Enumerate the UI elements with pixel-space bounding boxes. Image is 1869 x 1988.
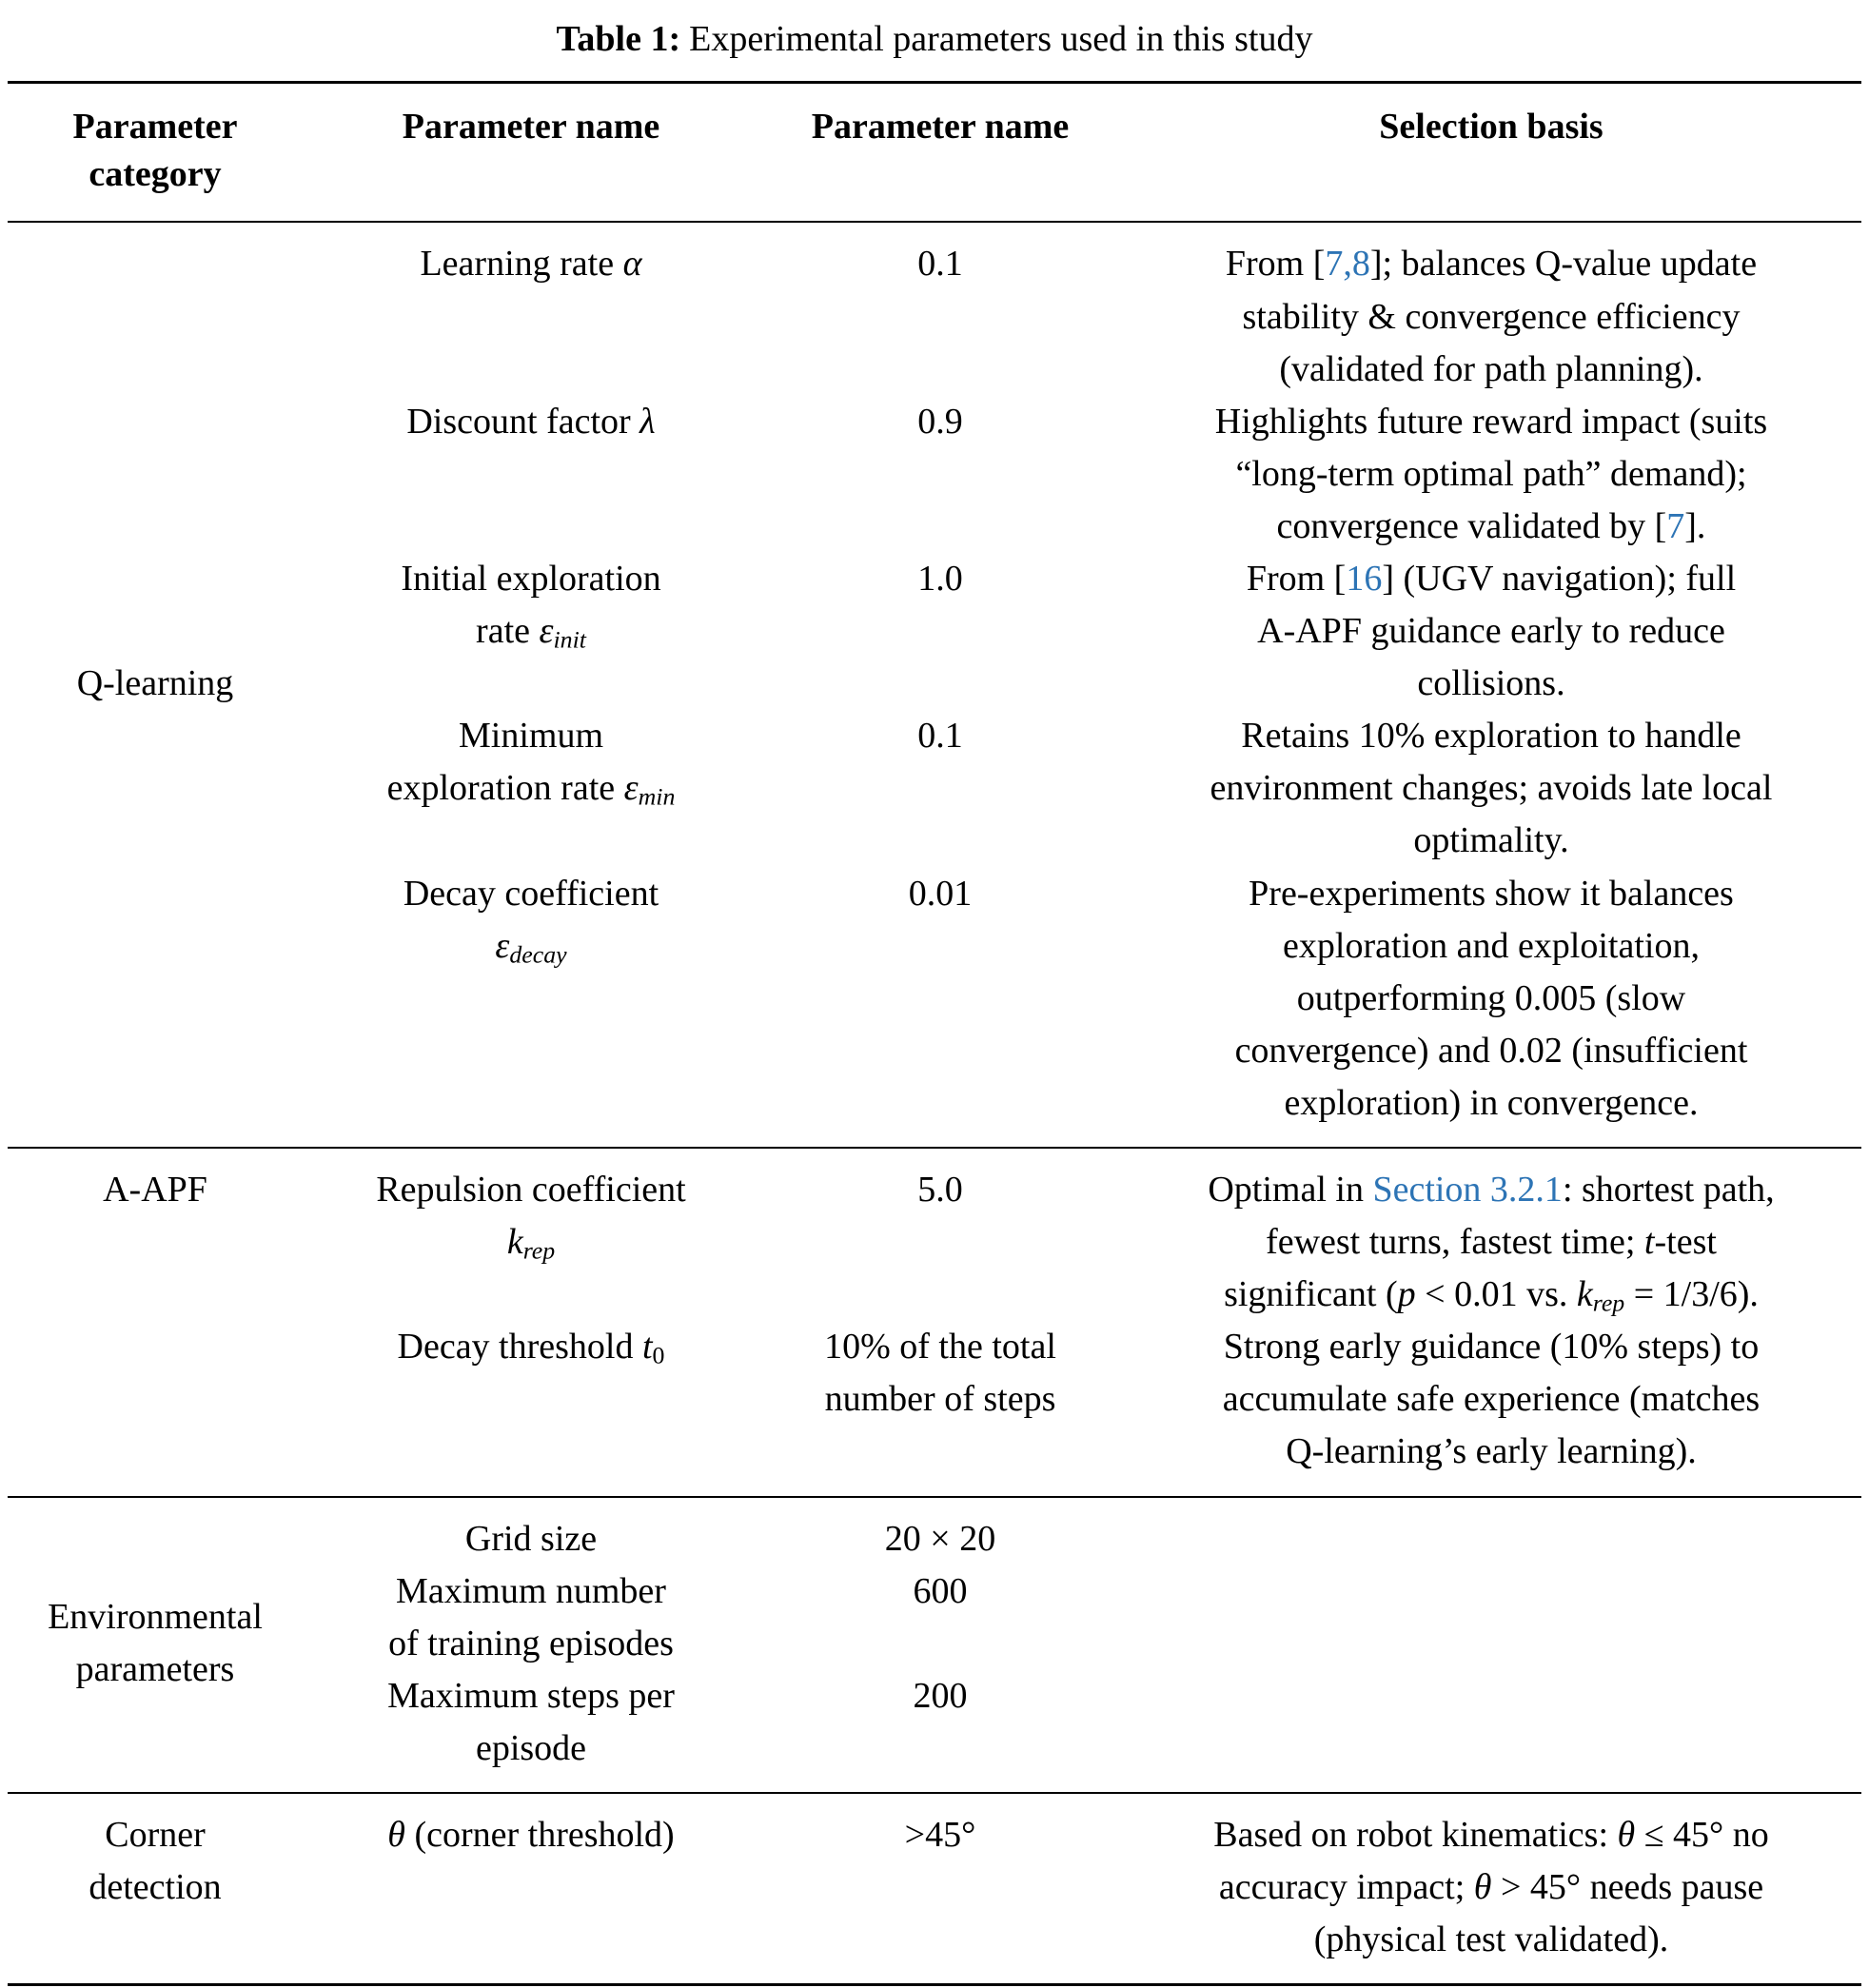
header-parameter-name: Parameter name	[402, 107, 660, 148]
citation-link-7[interactable]: 7	[1666, 505, 1685, 546]
text-run: Learning rate	[420, 244, 623, 285]
text-run: = 1/3/6).	[1624, 1274, 1759, 1315]
text-run: θ	[387, 1815, 405, 1856]
text-run: rep	[1592, 1289, 1625, 1317]
text-run: 10% of the total	[824, 1327, 1056, 1368]
header-selection-basis: Selection basis	[1379, 107, 1603, 148]
text-run: Initial exploration	[401, 558, 661, 599]
text-run: “long-term optimal path” demand);	[1235, 453, 1747, 494]
param-value-cell	[759, 1565, 1121, 1670]
param-name-cell	[303, 1565, 759, 1670]
table-caption-label: Table 1:	[556, 19, 681, 59]
text-run: 1.0	[917, 558, 963, 599]
param-name-cell	[303, 238, 759, 395]
text-run: outperforming 0.005 (slow	[1296, 977, 1686, 1018]
text-run: Minimum	[458, 716, 604, 757]
text-run: ε	[623, 768, 639, 809]
table-row	[303, 1164, 1861, 1321]
text-run: collisions.	[1417, 663, 1565, 704]
text-run: rep	[522, 1236, 556, 1265]
category-cell: Q-learning	[76, 663, 234, 704]
text-run: θ	[1473, 1867, 1492, 1908]
text-run: accuracy impact;	[1218, 1867, 1474, 1908]
param-name-cell	[303, 868, 759, 1130]
param-value-cell	[759, 1321, 1121, 1478]
text-run: optimality.	[1413, 820, 1569, 861]
selection-basis-cell	[1121, 1809, 1861, 1966]
text-run: (corner threshold)	[404, 1815, 675, 1856]
param-value-cell	[759, 1809, 1121, 1966]
text-run: 0.1	[917, 716, 963, 757]
section-rows	[303, 238, 1861, 1130]
param-value-cell	[759, 1164, 1121, 1321]
text-run: k	[506, 1222, 523, 1263]
table-row	[303, 868, 1861, 1130]
text-run: Optimal in	[1208, 1170, 1373, 1210]
text-run: ].	[1684, 505, 1706, 546]
text-run: 0	[652, 1341, 665, 1369]
text-run: accumulate safe experience (matches	[1222, 1379, 1761, 1420]
header-parameter-category: Parameter category	[72, 107, 238, 195]
param-value-cell	[759, 1670, 1121, 1775]
text-run: Based on robot kinematics:	[1213, 1815, 1618, 1856]
table-body	[8, 223, 1861, 1983]
text-run: Maximum number	[396, 1570, 666, 1611]
text-run: t	[1643, 1222, 1655, 1263]
text-run: ≤ 45° no	[1635, 1815, 1769, 1856]
text-run: number of steps	[824, 1379, 1056, 1420]
text-run: min	[638, 783, 676, 812]
table-row	[303, 1809, 1861, 1966]
section-rows	[303, 1513, 1861, 1775]
text-run: Grid size	[464, 1518, 598, 1559]
text-run: environment changes; avoids late local	[1210, 768, 1773, 809]
param-value-cell	[759, 396, 1121, 553]
text-run: λ	[639, 401, 656, 442]
text-run: t	[641, 1327, 653, 1368]
text-run: 0.9	[917, 401, 963, 442]
param-name-cell	[303, 1670, 759, 1775]
table-section-1	[8, 1147, 1861, 1496]
text-run: (validated for path planning).	[1279, 348, 1703, 389]
category-cell: A-APF	[103, 1170, 207, 1210]
param-value-cell	[759, 868, 1121, 1130]
selection-basis-cell	[1121, 238, 1861, 395]
text-run: 20 × 20	[884, 1518, 996, 1559]
text-run: 0.01	[908, 873, 973, 914]
param-value-cell	[759, 553, 1121, 710]
text-run: 200	[913, 1675, 968, 1716]
text-run: 600	[913, 1570, 968, 1611]
text-run: decay	[509, 940, 567, 969]
table-caption-text: Experimental parameters used in this study	[689, 19, 1313, 59]
text-run: -test	[1654, 1222, 1717, 1263]
text-run: fewest turns, fastest time;	[1266, 1222, 1644, 1263]
text-run: From [	[1225, 244, 1326, 285]
selection-basis-cell	[1121, 553, 1861, 710]
param-name-cell	[303, 1164, 759, 1321]
category-cell: Environmental parameters	[48, 1597, 263, 1690]
table-header	[8, 84, 1861, 223]
text-run: > 45° needs pause	[1491, 1867, 1764, 1908]
table-row	[303, 1670, 1861, 1775]
text-run: Q-learning’s early learning).	[1286, 1431, 1697, 1472]
selection-basis-cell	[1121, 868, 1861, 1130]
section-rows	[303, 1164, 1861, 1479]
text-run: : shortest path,	[1562, 1170, 1775, 1210]
text-run: k	[1576, 1274, 1593, 1315]
text-run: >45°	[904, 1815, 976, 1856]
text-run: (physical test validated).	[1313, 1919, 1669, 1960]
selection-basis-cell	[1121, 1565, 1861, 1670]
table-section-0	[8, 223, 1861, 1147]
text-run: From [	[1246, 558, 1347, 599]
text-run: episode	[475, 1727, 587, 1768]
text-run: of training episodes	[388, 1623, 674, 1663]
param-name-cell	[303, 710, 759, 867]
param-value-cell	[759, 710, 1121, 867]
text-run: exploration and exploitation,	[1283, 925, 1700, 966]
text-run: Repulsion coefficient	[376, 1170, 686, 1210]
param-name-cell	[303, 396, 759, 553]
text-run: ] (UGV navigation); full	[1382, 558, 1737, 599]
text-run: convergence validated by [	[1276, 505, 1667, 546]
text-run: Strong early guidance (10% steps) to	[1223, 1327, 1760, 1368]
text-run: significant (	[1224, 1274, 1398, 1315]
table-row	[303, 396, 1861, 553]
text-run: Maximum steps per	[387, 1675, 675, 1716]
text-run: 0.1	[917, 244, 963, 285]
param-name-cell	[303, 1321, 759, 1478]
text-run: exploration) in convergence.	[1284, 1082, 1699, 1123]
section-link-3-2-1[interactable]: Section 3.2.1	[1372, 1170, 1563, 1210]
param-name-cell	[303, 1809, 759, 1966]
param-value-cell	[759, 238, 1121, 395]
table-section-2	[8, 1496, 1861, 1792]
selection-basis-cell	[1121, 1670, 1861, 1775]
text-run: ε	[495, 925, 510, 966]
text-run: A-APF guidance early to reduce	[1257, 611, 1725, 652]
text-run: ε	[539, 611, 554, 652]
text-run: Retains 10% exploration to handle	[1241, 716, 1741, 757]
selection-basis-cell	[1121, 710, 1861, 867]
header-parameter-value: Parameter name	[811, 107, 1070, 148]
text-run: Decay coefficient	[403, 873, 659, 914]
text-run: convergence) and 0.02 (insufficient	[1234, 1030, 1748, 1071]
text-run: < 0.01 vs.	[1415, 1274, 1577, 1315]
text-run: p	[1397, 1274, 1416, 1315]
table-row	[303, 1565, 1861, 1670]
table-section-3	[8, 1792, 1861, 1983]
text-run: exploration rate	[386, 768, 624, 809]
table-row	[303, 553, 1861, 710]
citation-link-7-8[interactable]: 7,8	[1325, 244, 1370, 285]
text-run: init	[553, 625, 586, 654]
param-name-cell	[303, 553, 759, 710]
table-row	[303, 710, 1861, 867]
selection-basis-cell	[1121, 396, 1861, 553]
text-run: stability & convergence efficiency	[1242, 296, 1741, 337]
selection-basis-cell	[1121, 1321, 1861, 1478]
text-run: Discount factor	[406, 401, 640, 442]
category-cell: Corner detection	[89, 1815, 222, 1908]
text-run: 5.0	[917, 1170, 963, 1210]
parameters-table	[8, 81, 1861, 1986]
table-caption	[8, 8, 1861, 81]
text-run: ]; balances Q-value update	[1369, 244, 1758, 285]
text-run: Decay threshold	[397, 1327, 642, 1368]
selection-basis-cell	[1121, 1513, 1861, 1565]
text-run: α	[622, 244, 642, 285]
table-row	[303, 238, 1861, 395]
param-name-cell	[303, 1513, 759, 1565]
selection-basis-cell	[1121, 1164, 1861, 1321]
section-rows	[303, 1809, 1861, 1966]
table-row	[303, 1321, 1861, 1478]
table-row	[303, 1513, 1861, 1565]
param-value-cell	[759, 1513, 1121, 1565]
text-run: θ	[1617, 1815, 1636, 1856]
citation-link-16[interactable]: 16	[1346, 558, 1383, 599]
text-run: Pre-experiments show it balances	[1249, 873, 1734, 914]
text-run: rate	[476, 611, 540, 652]
text-run: Highlights future reward impact (suits	[1214, 401, 1768, 442]
